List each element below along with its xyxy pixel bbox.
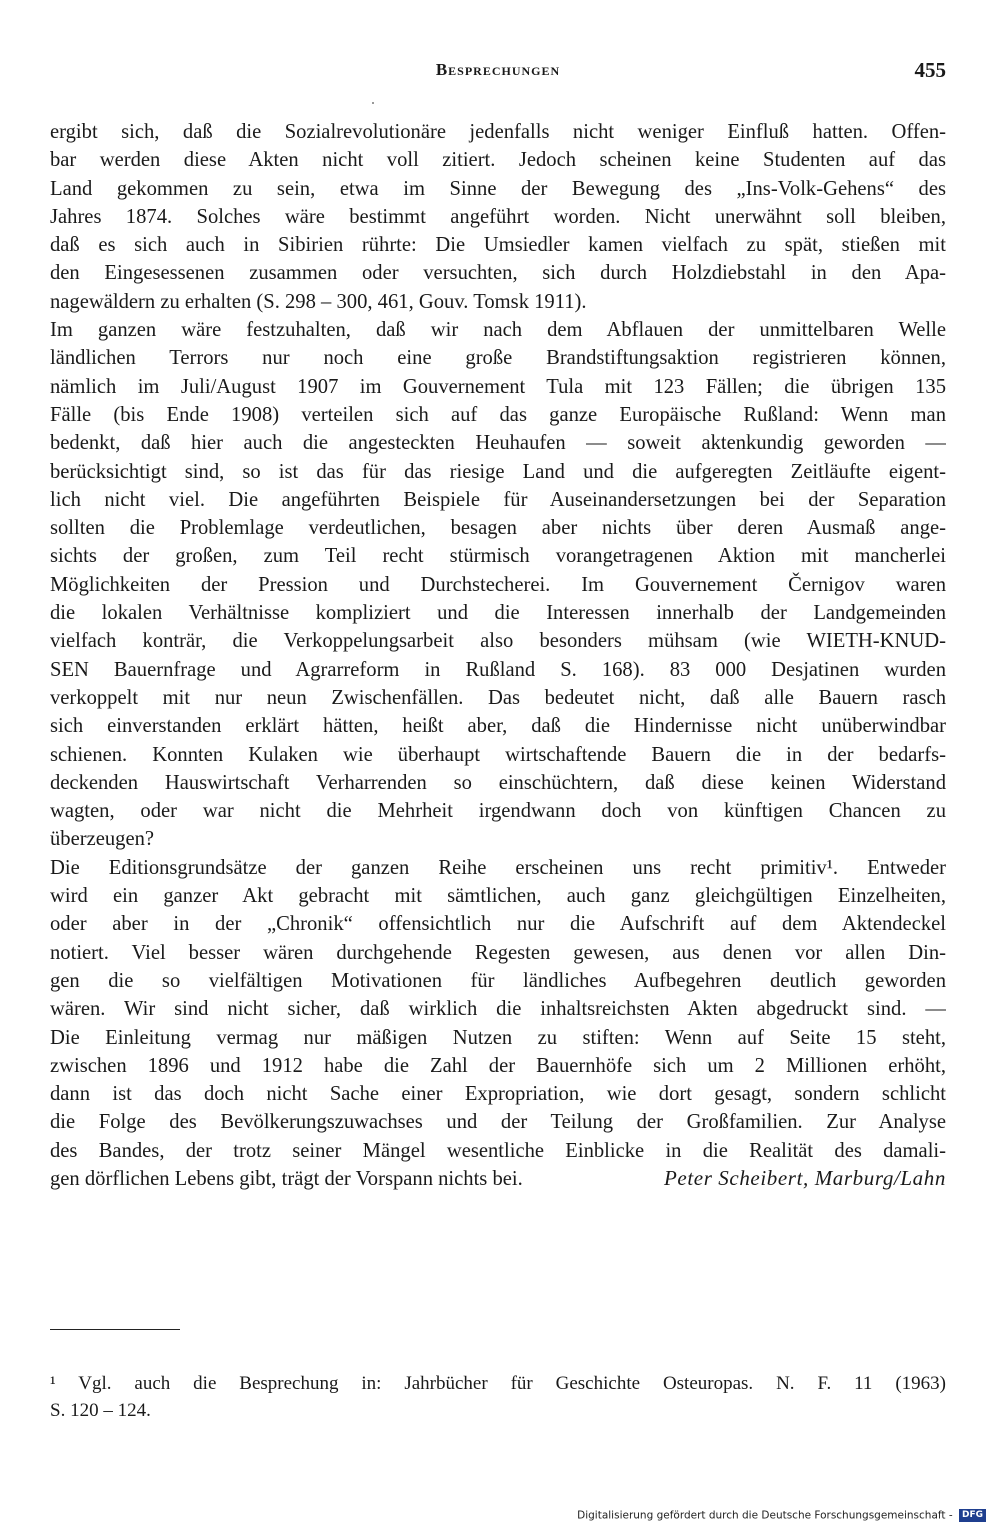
text-line: daß es sich auch in Sibirien rührte: Die Umsiedler kamen vielfach zu spät, stießen mit xyxy=(50,234,946,257)
credit-text: Digitalisierung gefördert durch die Deutsche Forschungsgemeinschaft - xyxy=(577,1509,953,1522)
dfg-logo: DFG xyxy=(959,1509,986,1522)
text-line: vielfach konträr, die Verkoppelungsarbeit also besonders mühsam (wie WIETH-KNUD- xyxy=(50,630,946,653)
text-line: die Folge des Bevölkerungszuwachses und der Teilung der Großfamilien. Zur Analyse xyxy=(50,1111,946,1134)
text-line: Möglichkeiten der Pression und Durchstecherei. Im Gouvernement Černigov waren xyxy=(50,573,946,596)
text-line: SEN Bauernfrage und Agrarreform in Rußland S. 168). 83 000 Desjatinen wurden xyxy=(50,658,946,681)
text-line: oder aber in der „Chronik“ offensichtlich nur die Aufschrift auf dem Aktendeckel xyxy=(50,913,946,936)
text-line: gen die so vielfältigen Motivationen für ländliches Aufbegehren deutlich geworden xyxy=(50,969,946,992)
text-line: bar werden diese Akten nicht voll zitiert. Jedoch scheinen keine Studenten auf das xyxy=(50,149,946,172)
text-line: schienen. Konnten Kulaken wie überhaupt wirtschaftende Bauern die in der bedarfs- xyxy=(50,743,946,766)
text-line: Die Editionsgrundsätze der ganzen Reihe erscheinen uns recht primitiv¹. Entweder xyxy=(50,856,946,879)
text-line: Land gekommen zu sein, etwa im Sinne der Bewegung des „Ins-Volk-Gehens“ des xyxy=(50,177,946,200)
running-head xyxy=(50,58,946,86)
text-line: sichts der großen, zum Teil recht stürmisch vorangetragenen Aktion mit mancherlei xyxy=(50,545,946,568)
author-signature: Peter Scheibert, Marburg/Lahn xyxy=(663,1166,946,1190)
text-line: lich nicht viel. Die angeführten Beispiele für Auseinandersetzungen bei der Separation xyxy=(50,488,946,511)
text-line: deckenden Hauswirtschaft Verharrenden so einschüchtern, daß diese keinen Widerstand xyxy=(50,771,946,794)
footnote-line: ¹ Vgl. auch die Besprechung in: Jahrbücher für Geschichte Osteuropas. N. F. 11 (1963) xyxy=(50,1373,946,1394)
text-line: wird ein ganzer Akt gebracht mit sämtlichen, auch ganz gleichgültigen Einzelheiten, xyxy=(50,885,946,908)
page-number: 455 xyxy=(914,58,946,82)
footnote-line: S. 120 – 124. xyxy=(50,1400,151,1421)
footnote xyxy=(50,1370,946,1424)
text-line: verkoppelt mit nur neun Zwischenfällen. Das bedeutet nicht, daß alle Bauern rasch xyxy=(50,686,946,709)
text-line: gen dörflichen Lebens gibt, trägt der Vorspann nichts bei. xyxy=(50,1167,523,1190)
text-line: des Bandes, der trotz seiner Mängel wesentliche Einblicke in die Realität des damali- xyxy=(50,1139,946,1162)
text-line: wären. Wir sind nicht sicher, daß wirklich die inhaltsreichsten Akten abgedruckt sind. — xyxy=(50,998,946,1021)
text-line: sollten die Problemlage verdeutlichen, besagen aber nichts über deren Ausmaß ange- xyxy=(50,517,946,540)
text-line: den Eingesessenen zusammen oder versuchten, sich durch Holzdiebstahl in den Apa- xyxy=(50,262,946,285)
text-line: nagewäldern zu erhalten (S. 298 – 300, 461, Gouv. Tomsk 1911). xyxy=(50,290,587,313)
text-line: Im ganzen wäre festzuhalten, daß wir nach dem Abflauen der unmittelbaren Welle xyxy=(50,319,946,342)
text-line: Die Einleitung vermag nur mäßigen Nutzen zu stiften: Wenn auf Seite 15 steht, xyxy=(50,1026,946,1049)
text-line: überzeugen? xyxy=(50,828,155,851)
running-title: Besprechungen xyxy=(435,60,561,79)
scan-speck xyxy=(372,102,374,104)
text-line: dann ist das doch nicht Sache einer Expropriation, wie dort gesagt, sondern schlicht xyxy=(50,1083,946,1106)
text-line: die lokalen Verhältnisse kompliziert und die Interessen innerhalb der Landgemeinden xyxy=(50,602,946,625)
text-line: ergibt sich, daß die Sozialrevolutionäre jedenfalls nicht weniger Einfluß hatten. Offen- xyxy=(50,121,946,143)
text-line: sich einverstanden erklärt hätten, heißt aber, daß die Hindernisse nicht unüberwindbar xyxy=(50,715,946,738)
text-line: nämlich im Juli/August 1907 im Gouvernement Tula mit 123 Fällen; die übrigen 135 xyxy=(50,375,946,398)
digitization-credit xyxy=(577,1509,986,1522)
text-line: notiert. Viel besser wären durchgehende Regesten gewesen, aus denen vor allen Din- xyxy=(50,941,946,964)
text-line: wagten, oder war nicht die Mehrheit irgendwann doch von künftigen Chancen zu xyxy=(50,800,946,823)
review-body-text xyxy=(50,118,946,1193)
text-line: berücksichtigt sind, so ist das für das riesige Land und die aufgeregten Zeitläufte eigent- xyxy=(50,460,946,483)
text-line: ländlichen Terrors nur noch eine große Brandstiftungsaktion registrieren können, xyxy=(50,347,946,370)
footnote-divider xyxy=(50,1329,180,1330)
text-line: Jahres 1874. Solches wäre bestimmt angeführt worden. Nicht unerwähnt soll bleiben, xyxy=(50,205,946,228)
text-line: Fälle (bis Ende 1908) verteilen sich auf das ganze Europäische Rußland: Wenn man xyxy=(50,403,946,426)
text-line: zwischen 1896 und 1912 habe die Zahl der Bauernhöfe sich um 2 Millionen erhöht, xyxy=(50,1054,946,1077)
text-line: bedenkt, daß hier auch die angesteckten Heuhaufen — soweit aktenkundig geworden — xyxy=(50,432,946,455)
